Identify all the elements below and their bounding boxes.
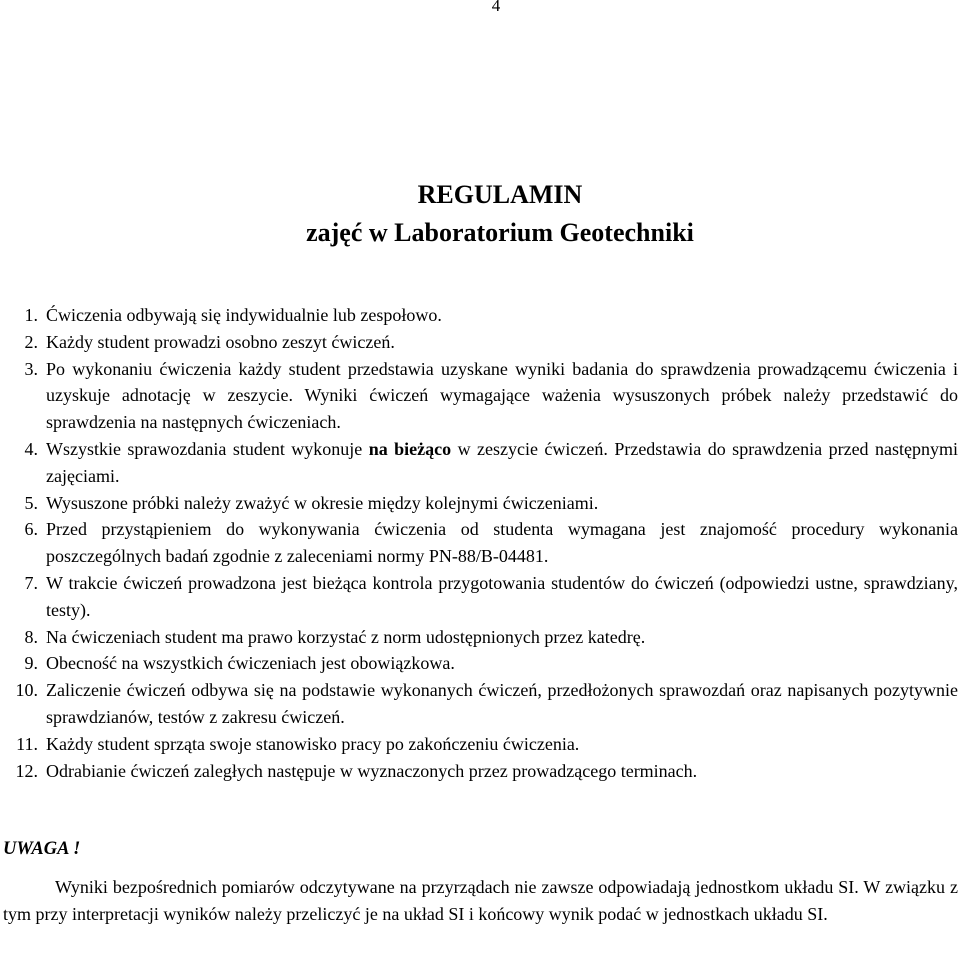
rule-item — [8, 731, 958, 758]
rule-text: Ćwiczenia odbywają się indywidualnie lub zespołowo. — [46, 305, 442, 325]
rule-text: Po wykonaniu ćwiczenia każdy student przedstawia uzyskane wyniki badania do sprawdzenia prowadzącemu ćwiczenia i uzyskuje adnotację w zeszycie. Wyniki ćwiczeń wymagające ważenia wysuszonych próbek należy przedstawić do sprawdzenia na następnych ćwiczeniach. — [46, 358, 958, 433]
rule-number: 3. — [24, 358, 38, 379]
rule-text-emphasis: na bieżąco — [368, 438, 452, 459]
rule-item — [8, 624, 958, 651]
rule-text: Odrabianie ćwiczeń zaległych następuje w wyznaczonych przez prowadzącego terminach. — [46, 760, 698, 781]
rule-item — [8, 650, 958, 677]
rule-item — [8, 436, 958, 490]
rule-item — [8, 356, 958, 436]
rule-number: 12. — [15, 760, 38, 781]
rule-number: 7. — [24, 572, 38, 593]
rule-number: 2. — [24, 331, 38, 352]
rule-item — [8, 677, 958, 731]
rule-item — [8, 758, 958, 785]
rule-number: 5. — [24, 492, 38, 513]
rule-text: Zaliczenie ćwiczeń odbywa się na podstawie wykonanych ćwiczeń, przedłożonych sprawozdań oraz napisanych pozytywnie sprawdzianów, testów z zakresu ćwiczeń. — [46, 680, 958, 727]
rule-number: 6. — [24, 519, 38, 540]
rule-number: 10. — [15, 680, 38, 701]
rule-number: 9. — [24, 653, 38, 674]
rule-item — [8, 570, 958, 624]
rule-text: Na ćwiczeniach student ma prawo korzystać z norm udostępnionych przez katedrę. — [46, 626, 646, 647]
rule-item — [8, 516, 958, 570]
note-heading: UWAGA ! — [3, 839, 81, 859]
rule-text: Każdy student prowadzi osobno zeszyt ćwiczeń. — [46, 331, 395, 352]
rule-text-after: w zeszycie ćwiczeń. Przedstawia do sprawdzenia przed następnymi zajęciami. — [46, 438, 958, 486]
document-title-block — [0, 176, 960, 252]
rule-number: 1. — [24, 305, 38, 325]
page-number: 4 — [491, 0, 501, 15]
rule-number: 4. — [24, 438, 38, 459]
rule-text: Obecność na wszystkich ćwiczeniach jest obowiązkowa. — [46, 653, 455, 674]
document-title: REGULAMIN — [417, 180, 583, 209]
rule-item — [8, 329, 958, 356]
rules-list — [8, 302, 958, 784]
rule-text: Wysuszone próbki należy zważyć w okresie między kolejnymi ćwiczeniami. — [46, 492, 599, 513]
note-body: Wyniki bezpośrednich pomiarów odczytywane na przyrządach nie zawsze odpowiadają jednostkom układu SI. W związku z tym przy interpretacji wyników należy przeliczyć je na układ SI i końcowy wynik podać w jednostkach układu SI. — [3, 877, 958, 924]
rule-text-before: Wszystkie sprawozdania student wykonuje — [46, 438, 369, 459]
rule-number: 8. — [24, 626, 38, 647]
rule-item — [8, 302, 958, 329]
rule-item — [8, 490, 958, 517]
rule-text: Każdy student sprząta swoje stanowisko pracy po zakończeniu ćwiczenia. — [46, 733, 580, 754]
rule-number: 11. — [16, 733, 38, 754]
rule-text: W trakcie ćwiczeń prowadzona jest bieżąca kontrola przygotowania studentów do ćwiczeń (odpowiedzi ustne, sprawdziany, testy). — [46, 572, 958, 620]
document-subtitle: zajęć w Laboratorium Geotechniki — [306, 218, 694, 247]
rule-text: Przed przystąpieniem do wykonywania ćwiczenia od studenta wymagana jest znajomość procedury wykonania poszczególnych badań zgodnie z zaleceniami normy PN-88/B-04481. — [46, 519, 958, 567]
